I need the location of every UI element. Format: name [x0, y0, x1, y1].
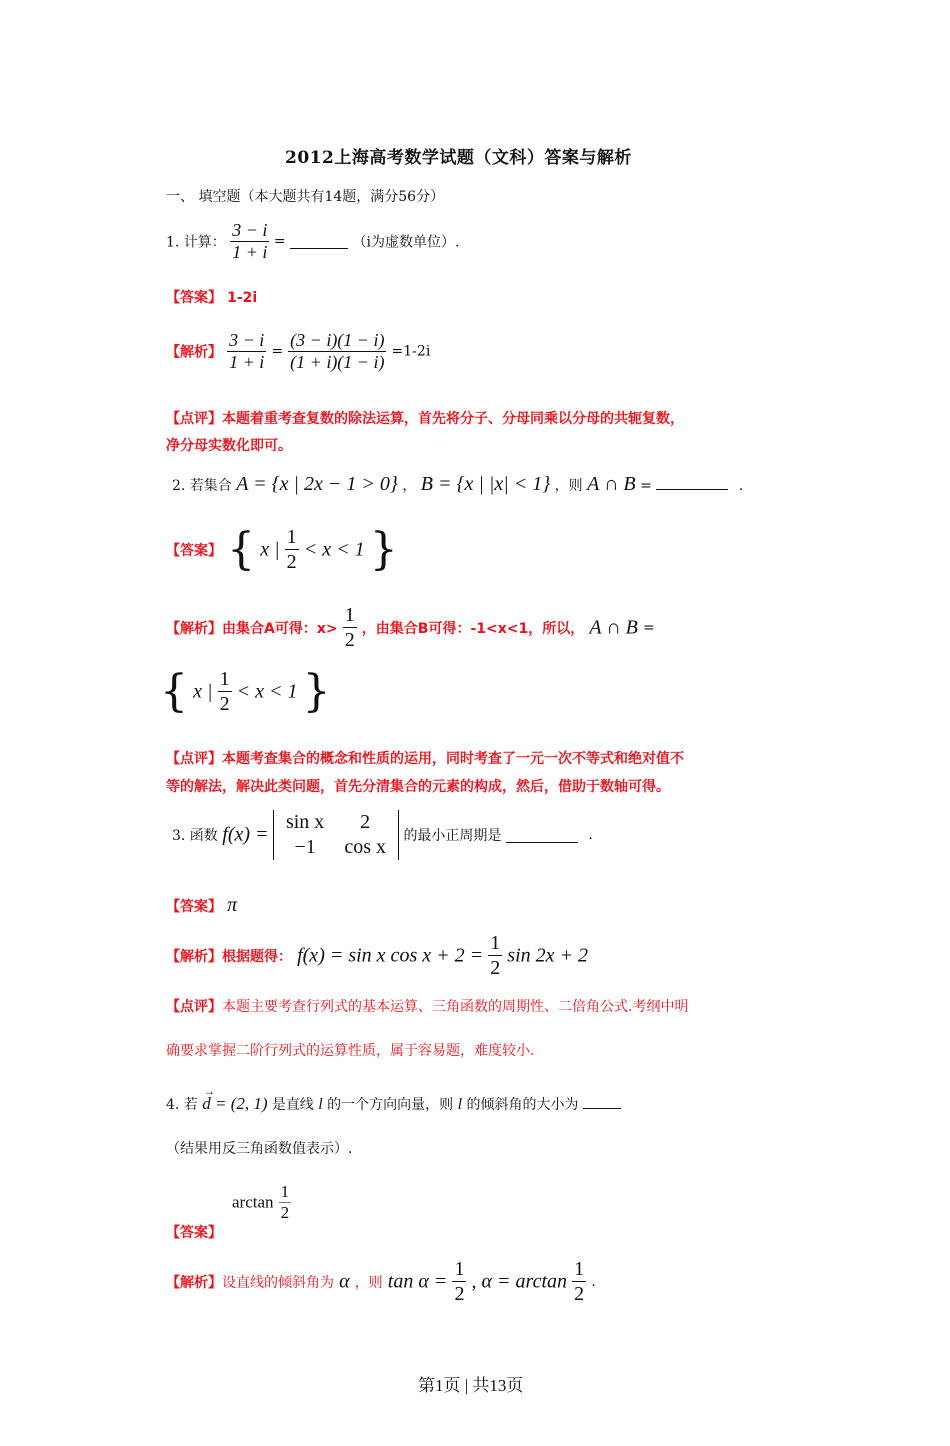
- q2-comment-line2: 等的解法，解决此类问题，首先分清集合的元素的构成，然后，借助于数轴可得。: [166, 779, 670, 795]
- q4-alpha-eq: , α = arctan: [471, 1270, 567, 1293]
- q1-analysis-frac2: [288, 330, 386, 373]
- page-footer: 第1页 | 共13页: [418, 1376, 524, 1395]
- q4-analysis: [166, 1258, 596, 1306]
- q4-analysis-then: ，则: [354, 1275, 383, 1291]
- q4-vector-value: d = (2, 1): [202, 1094, 268, 1113]
- q2-answer-rest: < x < 1: [303, 538, 365, 561]
- q2-answer-rbrace: }: [369, 524, 398, 575]
- q3-answer-value: π: [227, 894, 238, 916]
- q2-analysis-set: [160, 668, 331, 716]
- q3-fx: f(x) =: [222, 823, 269, 846]
- q3-suffix: 的最小正周期是: [403, 828, 502, 844]
- q2-set-frac: [218, 668, 232, 716]
- q3-comment-label: 【点评】: [166, 999, 222, 1015]
- q4-period: .: [591, 1274, 596, 1290]
- q2-analysis-inter: A ∩ B: [589, 616, 638, 639]
- q4-analysis-text: 设直线的倾斜角为: [222, 1275, 334, 1291]
- q1-comment-line2: 净分母实数化即可。: [166, 438, 292, 454]
- q3-analysis-label: 【解析】: [166, 949, 222, 965]
- section-heading: 一、 填空题（本大题共有14题，满分56分）: [166, 189, 445, 205]
- q2-answer-den: 2: [286, 551, 297, 573]
- q2-analysis-eq: =: [642, 620, 655, 636]
- q1-blank: [290, 234, 348, 249]
- q4-tan-expr: tan α =: [387, 1270, 448, 1293]
- q3-answer-label: 【答案】: [166, 899, 222, 915]
- q4-line-l1: l: [318, 1096, 323, 1113]
- q1-analysis-num2: (3 − i)(1 − i): [290, 330, 385, 350]
- q3-analysis-frac: [488, 932, 502, 980]
- q2-mid: ，则: [554, 478, 583, 494]
- q2-answer-x: x |: [260, 538, 280, 561]
- q4-line2: （结果用反三角函数值表示）.: [166, 1141, 353, 1157]
- q1-numerator: 3 − i: [232, 220, 268, 240]
- q4-prefix: 4. 若: [166, 1097, 198, 1113]
- question-1: [166, 220, 459, 263]
- q1-comment-line1: 本题着重考查复数的除法运算，首先将分子、分母同乘以分母的共轭复数，: [222, 411, 684, 427]
- q3-comment-line1: 本题主要考查行列式的基本运算、三角函数的周期性、二倍角公式.考纲中明: [222, 999, 689, 1015]
- q3-analysis-num: 1: [490, 932, 501, 954]
- q3-prefix: 3. 函数: [172, 828, 218, 844]
- q1-prefix: 1. 计算：: [166, 234, 226, 251]
- q3-determinant: [273, 810, 399, 860]
- q2-analysis: [166, 604, 655, 652]
- q2-comment: [166, 748, 684, 768]
- q4-answer-den: 2: [280, 1202, 290, 1222]
- q4-tan-num: 1: [454, 1258, 465, 1280]
- q4-analysis-label: 【解析】: [166, 1275, 222, 1291]
- q2-set-b: B = {x | |x| < 1}: [420, 473, 551, 495]
- q4-blank: [583, 1094, 621, 1109]
- question-2: [172, 473, 743, 496]
- q4-answer-label: 【答案】: [166, 1225, 222, 1241]
- q3-analysis: [166, 932, 588, 980]
- q2-answer-num: 1: [286, 526, 297, 548]
- q4-mid1: 是直线: [271, 1097, 314, 1113]
- q2-set-rest: < x < 1: [236, 680, 298, 703]
- question-4: [166, 1084, 621, 1114]
- q4-mid2: 的一个方向向量，则: [327, 1097, 454, 1113]
- q1-analysis-result: =1-2i: [391, 343, 431, 360]
- q2-analysis-frac: [343, 604, 357, 652]
- q2-set-x: x |: [193, 680, 213, 703]
- q3-analysis-eq2: sin 2x + 2: [507, 944, 588, 967]
- q1-analysis-eq: =: [271, 343, 284, 360]
- q1-analysis-den2: (1 + i)(1 − i): [290, 351, 385, 372]
- q4-tan-frac: [452, 1258, 466, 1306]
- q2-analysis-label: 【解析】: [166, 621, 222, 637]
- q2-analysis-b: ，由集合B可得：-1<x<1，所以，: [361, 621, 585, 637]
- q2-blank: [656, 475, 728, 490]
- q2-intersection: A ∩ B: [587, 473, 636, 495]
- q2-analysis-num: 1: [344, 604, 355, 626]
- q1-analysis-label: 【解析】: [166, 344, 222, 361]
- q2-set-lbrace: {: [160, 666, 188, 717]
- q4-arctan-frac: [572, 1258, 586, 1306]
- q3-comment: [166, 996, 688, 1016]
- q2-analysis-a: 由集合A可得：x>: [222, 621, 338, 637]
- q4-arctan-num: 1: [574, 1258, 585, 1280]
- q1-analysis-num1: 3 − i: [229, 330, 265, 350]
- q4-answer-frac: [279, 1182, 292, 1223]
- q3-m22: cos x: [344, 836, 386, 858]
- question-3: [172, 810, 593, 860]
- q3-analysis-eq1: f(x) = sin x cos x + 2 =: [297, 944, 484, 967]
- q2-answer-label: 【答案】: [166, 543, 222, 559]
- q2-set-rbrace: }: [302, 666, 331, 717]
- q4-tan-den: 2: [454, 1283, 465, 1305]
- q3-blank: [506, 828, 578, 843]
- q1-analysis: [166, 330, 430, 373]
- q1-eq: =: [273, 233, 286, 250]
- q4-answer-formula: [232, 1182, 291, 1223]
- q4-mid3: 的倾斜角的大小为: [466, 1097, 579, 1113]
- q3-end: .: [588, 827, 593, 843]
- q1-denominator: 1 + i: [232, 241, 268, 262]
- q1-analysis-den1: 1 + i: [229, 351, 265, 372]
- q2-comment-label: 【点评】: [166, 751, 222, 767]
- q3-analysis-den: 2: [490, 957, 501, 979]
- q4-vector: [202, 1084, 272, 1113]
- q1-answer: [166, 287, 257, 307]
- q1-fraction: [230, 220, 269, 263]
- q2-set-den: 2: [219, 693, 230, 715]
- q2-set-a: A = {x | 2x − 1 > 0}: [236, 473, 398, 495]
- q1-suffix: （i为虚数单位）.: [352, 234, 460, 251]
- q3-m11: sin x: [285, 811, 325, 833]
- q3-answer: [166, 894, 237, 917]
- q4-arctan-den: 2: [574, 1283, 585, 1305]
- q2-comment-line1: 本题考查集合的概念和性质的运用，同时考查了一元一次不等式和绝对值不: [222, 751, 684, 767]
- q3-m21: −1: [294, 836, 316, 858]
- q3-comment-line2: 确要求掌握二阶行列式的运算性质，属于容易题，难度较小.: [166, 1043, 535, 1059]
- q2-sep: ，: [402, 478, 417, 494]
- q2-set-num: 1: [219, 668, 230, 690]
- q2-prefix: 2. 若集合: [172, 478, 232, 494]
- q1-comment-label: 【点评】: [166, 411, 222, 427]
- q2-answer-frac: [285, 526, 299, 574]
- q1-answer-value: 1-2i: [227, 290, 258, 306]
- q3-analysis-text: 根据题得：: [222, 949, 292, 965]
- q2-eq: =: [640, 478, 652, 494]
- q1-answer-label: 【答案】: [166, 290, 222, 306]
- q1-analysis-frac1: [227, 330, 266, 373]
- q2-answer: [166, 526, 398, 574]
- q2-end: .: [738, 478, 744, 494]
- q4-arctan: arctan: [232, 1192, 274, 1212]
- q4-alpha: α: [339, 1270, 350, 1293]
- q2-answer-lbrace: {: [227, 524, 256, 575]
- page-title: 2012上海高考数学试题（文科）答案与解析: [285, 148, 632, 168]
- q4-line-l2: l: [457, 1096, 463, 1113]
- q1-comment: [166, 408, 684, 428]
- q3-m12: 2: [360, 811, 371, 833]
- q2-analysis-den: 2: [344, 629, 355, 651]
- q4-answer-num: 1: [280, 1182, 290, 1201]
- q4-vector-arrow-icon: →: [203, 1084, 216, 1098]
